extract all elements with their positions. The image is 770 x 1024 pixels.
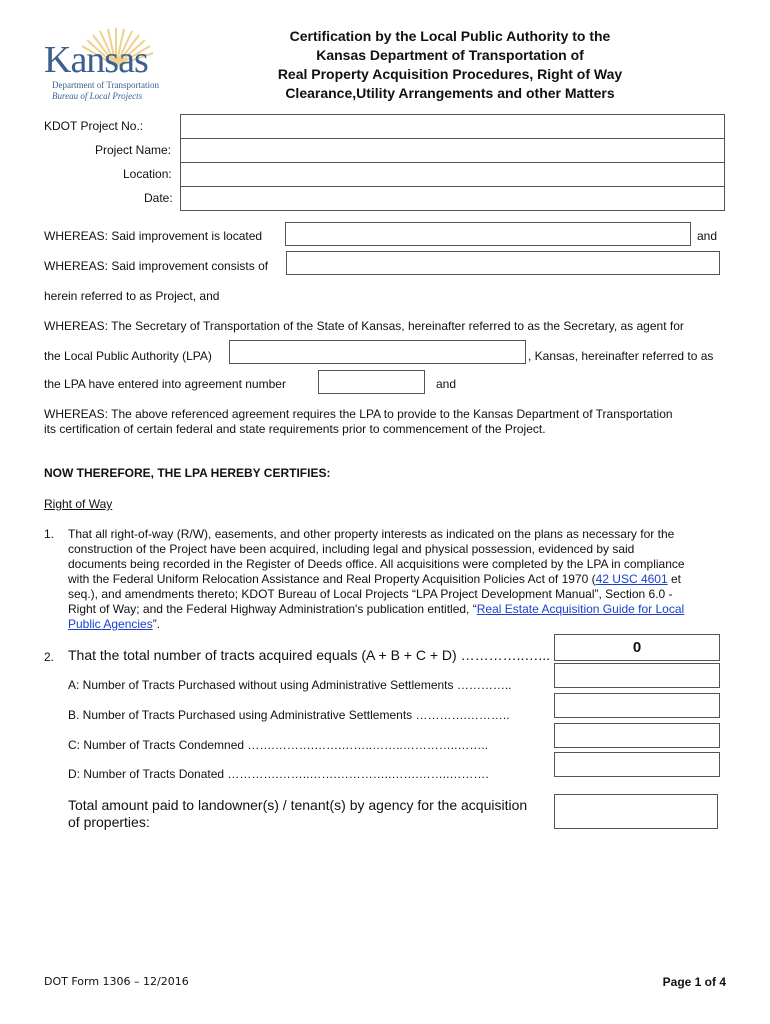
consists-input[interactable] [286,251,720,275]
date-label: Date: [144,191,173,205]
logo-wordmark: Kansas [44,39,148,81]
kdot-project-label: KDOT Project No.: [44,119,144,133]
referenced-line-1: WHEREAS: The above referenced agreement requires the LPA to provide to the Kansas Department of Transportation [44,407,673,421]
and-text-1: and [697,229,718,243]
item-1-line-1: That all right-of-way (R/W), easements, and other property interests as indicated on the plans as necessary for the [68,527,675,541]
located-label: WHEREAS: Said improvement is located [44,229,263,243]
total-amount-line-1: Total amount paid to landowner(s) / tenant(s) by agency for the acquisition [68,797,528,813]
logo-subtitle-department: Department of Transportation [52,80,159,90]
title-line-1: Certification by the Local Public Authority to the [289,28,611,44]
location-input[interactable] [180,162,725,187]
referenced-line-2: its certification of certain federal and state requirements prior to commencement of the Project. [44,422,546,436]
logo-subtitle-bureau: Bureau of Local Projects [52,91,143,101]
total-amount-line-2: of properties: [68,814,150,830]
agreement-number-input[interactable] [318,370,425,394]
lpa-label: the Local Public Authority (LPA) [44,349,212,363]
item-1-line-2: construction of the Project have been acquired, including legal and physical possession, evidenced by said [68,542,635,556]
referenced-agreement-text [44,407,734,437]
title-line-4: Clearance,Utility Arrangements and other Matters [285,85,615,101]
title-line-3: Real Property Acquisition Procedures, Right of Way [277,66,623,82]
tracts-a-label: A: Number of Tracts Purchased without using Administrative Settlements ………….. [68,678,512,692]
right-of-way-heading: Right of Way [44,497,113,511]
page-title [240,27,660,103]
certifies-heading: NOW THEREFORE, THE LPA HEREBY CERTIFIES: [44,466,331,480]
location-label: Location: [123,167,172,181]
page-number: Page 1 of 4 [662,975,726,989]
agreement-label: the LPA have entered into agreement number [44,377,286,391]
total-amount-input[interactable] [554,794,718,829]
herein-text: herein referred to as Project, and [44,289,220,303]
lpa-after-text: , Kansas, hereinafter referred to as [528,349,714,363]
tracts-c-input[interactable] [554,723,720,748]
tracts-d-label: D: Number of Tracts Donated ………….……..…….…………..…….……..………. [68,767,489,781]
item-1-text [68,527,728,632]
item-1-line-5: seq.), and amendments thereto; KDOT Bureau of Local Projects “LPA Project Development Manual”, Section 6.0 - [68,587,673,601]
usc-4601-link[interactable]: 42 USC 4601 [595,572,668,586]
tracts-b-label: B. Number of Tracts Purchased using Administrative Settlements ………….……….. [68,708,510,722]
title-line-2: Kansas Department of Transportation of [316,47,584,63]
form-number: DOT Form 1306 – 12/2016 [44,975,189,988]
item-2-number: 2. [44,650,55,664]
and-text-2: and [436,377,457,391]
date-input[interactable] [180,186,725,211]
total-tracts-label: That the total number of tracts acquired equals (A + B + C + D) …………..…... [68,647,551,663]
tracts-b-input[interactable] [554,693,720,718]
total-amount-label [68,797,527,831]
item-1-line-4-pre: with the Federal Uniform Relocation Assistance and Real Property Acquisition Policies Act of 1970 ( [68,572,596,586]
acquisition-guide-link[interactable]: Real Estate Acquisition Guide for Local [476,602,685,616]
kansas-dot-logo [44,26,162,102]
project-name-label: Project Name: [95,143,172,157]
project-name-input[interactable] [180,138,725,163]
located-input[interactable] [285,222,691,246]
kdot-project-input[interactable] [180,114,725,139]
acquisition-guide-link-cont[interactable]: Public Agencies [68,617,153,631]
item-1-line-6 [68,602,728,617]
item-1-line-4-post: et [667,572,681,586]
lpa-input[interactable] [229,340,526,364]
tracts-c-label: C: Number of Tracts Condemned …….……….…….……..……..…………..…….. [68,738,489,752]
consists-label: WHEREAS: Said improvement consists of [44,259,269,273]
item-1-line-4 [68,572,728,587]
secretary-text: WHEREAS: The Secretary of Transportation of the State of Kansas, hereinafter referred to as the Secretary, as agent for [44,319,684,333]
tracts-a-input[interactable] [554,663,720,688]
item-1-line-7-post: ”. [152,617,161,631]
tracts-d-input[interactable] [554,752,720,777]
item-1-line-6-pre: Right of Way; and the Federal Highway Administration's publication entitled, “ [68,602,477,616]
total-tracts-input[interactable]: 0 [554,634,720,661]
item-1-line-7 [68,617,728,632]
item-1-number: 1. [44,527,55,541]
item-1-line-3: documents being recorded in the Register of Deeds office. All acquisitions were completed by the LPA in compliance [68,557,685,571]
